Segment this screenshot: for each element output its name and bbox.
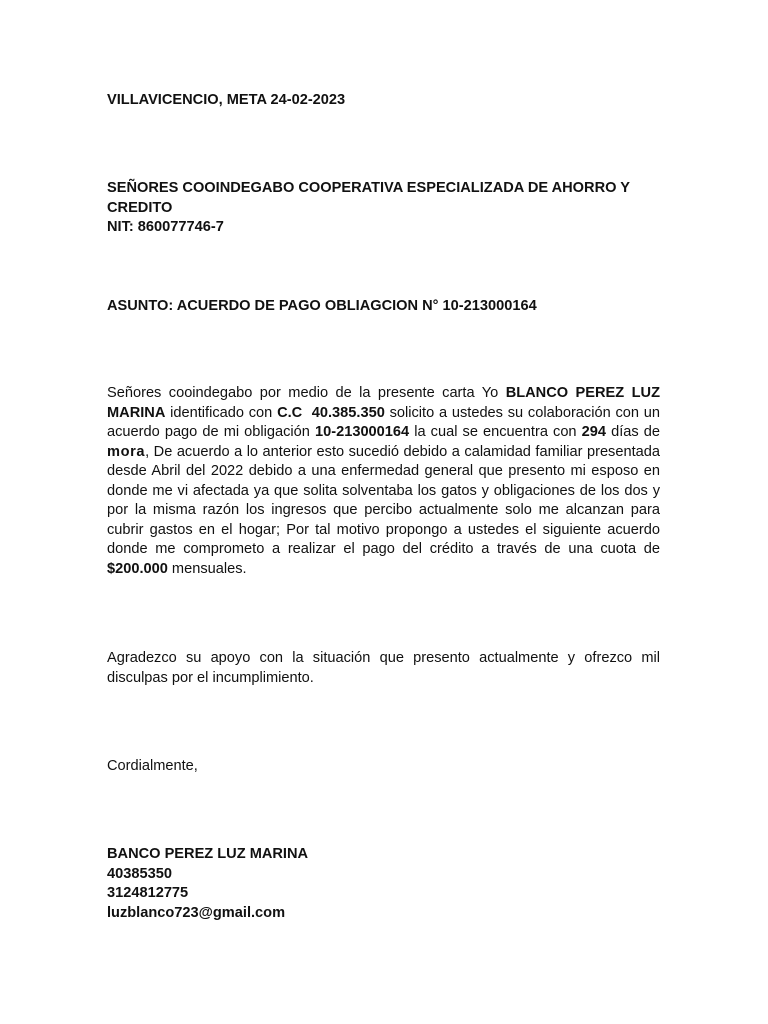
- body-text-3: solicito a ustedes su colaboración con un acuerdo pago de mi obligación: [107, 404, 661, 440]
- date-line: VILLAVICENCIO, META 24-02-2023: [107, 92, 346, 108]
- subject-line: ASUNTO: ACUERDO DE PAGO OBLIAGCION N° 10-213000164: [107, 298, 537, 314]
- signature-name: BANCO PEREZ LUZ MARINA: [107, 846, 309, 862]
- signature-email: luzblanco723@gmail.com: [107, 904, 286, 921]
- body-text-7: mensuales.: [167, 560, 247, 577]
- body-paragraph: [107, 384, 660, 579]
- addressee-nit: NIT: 860077746-7: [107, 219, 224, 235]
- cc-label: C.C: [277, 404, 303, 421]
- cc-number: 40.385.350: [311, 404, 385, 421]
- sender-name: BLANCO PEREZ LUZ MARINA: [107, 385, 660, 421]
- signature-id: 40385350: [107, 865, 172, 882]
- body-text-5: días de: [606, 424, 660, 440]
- signature-phone: 3124812775: [107, 885, 189, 901]
- body-text-2: identificado con: [165, 404, 278, 421]
- signature-block: [107, 845, 660, 923]
- body-text-6: , De acuerdo a lo anterior esto sucedió debido a calamidad familiar presentada desde Abril del 2022 debido a una enfermedad general que presento mi esposo en donde me vi afectada ya que solita solventaba los gatos y obligaciones de los dos y por la misma razón los ingresos que percibo actualmente solo me alcanzan para cubrir gastos en el hogar; Por tal motivo propongo a ustedes el siguiente acuerdo donde me comprometo a realizar el pago del crédito a través de una cuota de: [107, 443, 660, 557]
- thanks-paragraph: Agradezco su apoyo con la situación que presento actualmente y ofrezco mil disculpas por el incumplimiento.: [107, 650, 660, 686]
- cc-space: [302, 405, 312, 421]
- days-overdue: 294: [581, 424, 606, 440]
- closing-line: Cordialmente,: [107, 758, 198, 774]
- payment-amount: $200.000: [107, 560, 168, 577]
- body-text-1: Señores cooindegabo por medio de la presente carta Yo: [107, 385, 506, 401]
- addressee-block: [107, 179, 660, 238]
- mora-word: mora: [107, 443, 146, 460]
- obligation-number: 10-213000164: [315, 424, 410, 440]
- body-text-4: la cual se encuentra con: [409, 424, 582, 440]
- addressee-name: SEÑORES COOINDEGABO COOPERATIVA ESPECIALIZADA DE AHORRO Y CREDITO: [107, 180, 630, 216]
